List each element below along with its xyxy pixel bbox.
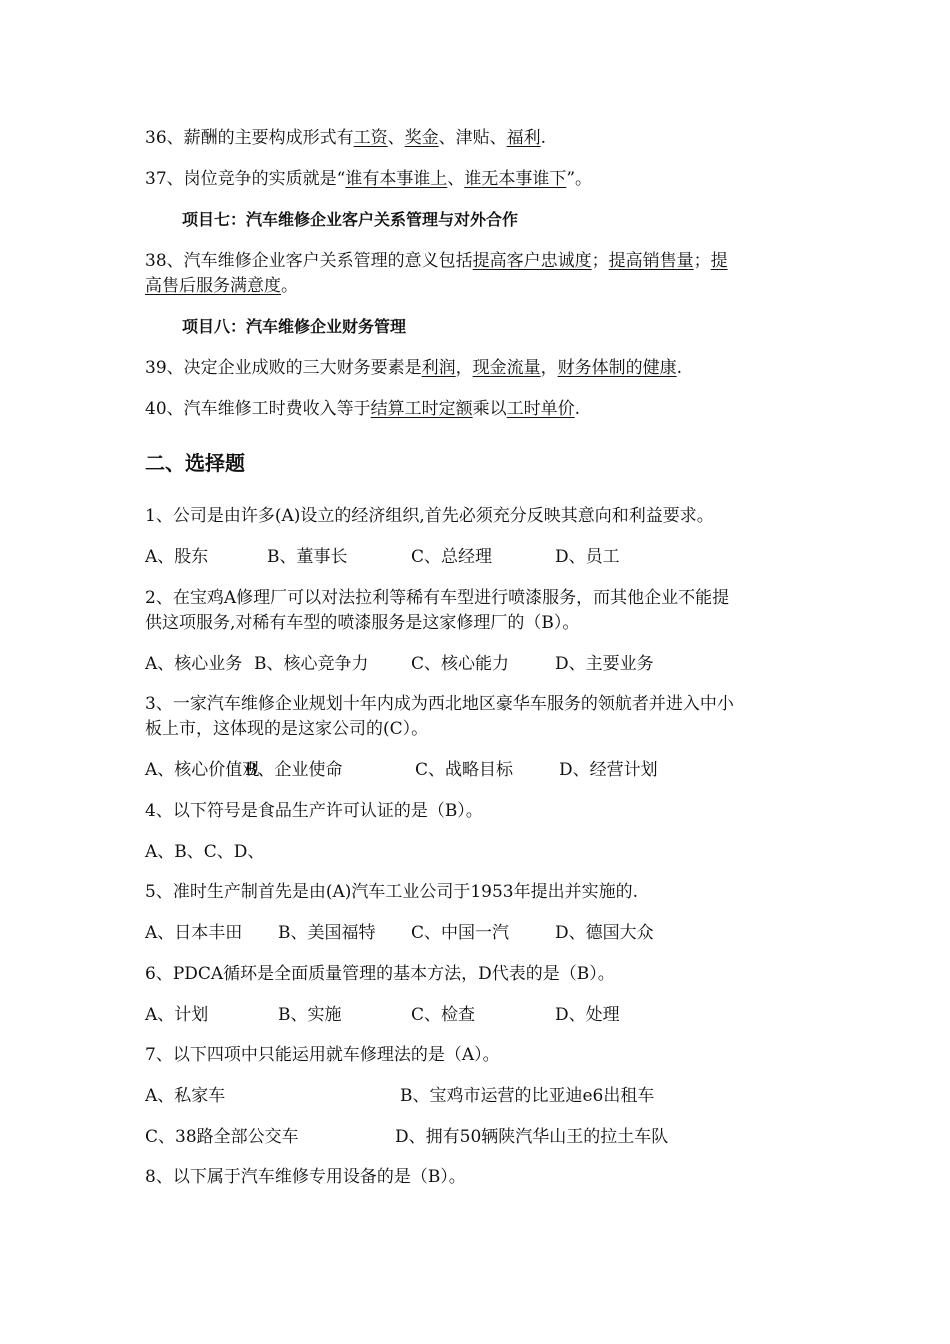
q39-answer: 现金流量 <box>472 358 541 378</box>
choice-q6-text: 6、PDCA循环是全面质量管理的基本方法，D代表的是（B）。 <box>145 964 615 984</box>
option-a: A、核心价值观 <box>145 760 260 780</box>
option-b: B、实施 <box>278 1005 342 1025</box>
q38-line-2 <box>145 275 298 297</box>
q40 <box>145 398 580 420</box>
project-8-heading: 项目八：汽车维修企业财务管理 <box>182 317 407 336</box>
q36-answer: 奖金 <box>404 128 439 148</box>
choice-q1-options <box>145 546 745 568</box>
choice-q5-options <box>145 922 745 944</box>
q38-answer: 高售后服务满意度 <box>145 276 281 296</box>
choice-q3-line-2: 板上市，这体现的是这家公司的(C）。 <box>145 719 429 739</box>
q36 <box>145 127 546 149</box>
option-c: C、战略目标 <box>415 760 514 780</box>
option-d: D、德国大众 <box>555 923 654 943</box>
choice-q2-line-1: 2、在宝鸡A修理厂可以对法拉利等稀有车型进行喷漆服务，而其他企业不能提 <box>145 588 730 608</box>
option-a: A、核心业务 <box>145 654 243 674</box>
option-b: B、董事长 <box>267 547 348 567</box>
option-c: C、38路全部公交车 <box>145 1127 299 1147</box>
q40-sep: 乘以 <box>472 399 507 419</box>
q36-answer: 工资 <box>353 128 388 148</box>
option-d: D、处理 <box>555 1005 620 1025</box>
q36-end: . <box>540 128 547 148</box>
q36-sep: 、 <box>387 128 405 148</box>
option-b: B、美国福特 <box>278 923 376 943</box>
q39-answer: 财务体制的健康 <box>557 358 677 378</box>
option-c: C、核心能力 <box>411 654 510 674</box>
option-a: A、私家车 <box>145 1086 226 1106</box>
q38-sep: ； <box>591 251 609 271</box>
q40-answer: 工时单价 <box>506 399 575 419</box>
q39-sep: ， <box>540 358 558 378</box>
option-d: D、主要业务 <box>555 654 654 674</box>
choice-q2-options <box>145 653 745 675</box>
project-7-heading: 项目七：汽车维修企业客户关系管理与对外合作 <box>182 210 519 229</box>
choice-q8-text: 8、以下属于汽车维修专用设备的是（B）。 <box>145 1167 466 1187</box>
q38-line-1 <box>145 250 728 272</box>
q39-end: . <box>676 358 683 378</box>
choice-q3-line-1: 3、一家汽车维修企业规划十年内成为西北地区豪华车服务的领航者并进入中小 <box>145 694 734 714</box>
option-b: B、核心竞争力 <box>254 654 369 674</box>
q40-end: . <box>574 399 581 419</box>
option-d: D、经营计划 <box>559 760 658 780</box>
choice-q3-options <box>145 759 745 781</box>
choice-q7-options-row-2 <box>145 1126 745 1148</box>
q37-text: 37、岗位竞争的实质就是“ <box>145 169 346 189</box>
option-d: D、员工 <box>555 547 620 567</box>
q38-end: 。 <box>281 276 298 296</box>
q36-sep: 、津贴、 <box>438 128 507 148</box>
option-a: A、计划 <box>145 1005 209 1025</box>
option-c: C、总经理 <box>411 547 493 567</box>
q37 <box>145 168 592 190</box>
choice-q5-text: 5、准时生产制首先是由(A)汽车工业公司于1953年提出并实施的. <box>145 882 639 902</box>
section-title: 二、选择题 <box>145 451 245 475</box>
q39-sep: ， <box>455 358 473 378</box>
q37-answer: 谁无本事谁下 <box>464 169 567 189</box>
option-b: B、宝鸡市运营的比亚迪e6出租车 <box>400 1086 655 1106</box>
option-a: A、股东 <box>145 547 209 567</box>
q37-sep: 、 <box>447 169 465 189</box>
q36-text: 36、薪酬的主要构成形式有 <box>145 128 354 148</box>
q39 <box>145 357 682 379</box>
option-c: C、中国一汽 <box>411 923 510 943</box>
q38-answer: 提高客户忠诚度 <box>472 251 592 271</box>
q38-text: 38、汽车维修企业客户关系管理的意义包括 <box>145 251 473 271</box>
choice-q6-options <box>145 1004 745 1026</box>
choice-q7-options-row-1 <box>145 1085 745 1107</box>
option-c: C、检查 <box>411 1005 476 1025</box>
q38-answer: 提 <box>710 251 728 271</box>
q40-text: 40、汽车维修工时费收入等于 <box>145 399 371 419</box>
q40-answer: 结算工时定额 <box>370 399 473 419</box>
q39-answer: 利润 <box>421 358 456 378</box>
choice-q4-options: A、B、C、D、 <box>145 842 265 862</box>
q37-answer: 谁有本事谁上 <box>345 169 448 189</box>
choice-q7-text: 7、以下四项中只能运用就车修理法的是（A）。 <box>145 1045 500 1065</box>
choice-q4-text: 4、以下符号是食品生产许可认证的是（B）。 <box>145 801 483 821</box>
option-d: D、拥有50辆陕汽华山王的拉土车队 <box>395 1127 669 1147</box>
option-a: A、日本丰田 <box>145 923 243 943</box>
option-b: B、企业使命 <box>245 760 343 780</box>
q36-answer: 福利 <box>506 128 541 148</box>
q38-answer: 提高销售量 <box>608 251 694 271</box>
choice-q2-line-2: 供这项服务,对稀有车型的喷漆服务是这家修理厂的（B）。 <box>145 613 580 633</box>
choice-q1-text: 1、公司是由许多(A)设立的经济组织,首先必须充分反映其意向和利益要求。 <box>145 506 714 526</box>
q37-end: ”。 <box>566 169 593 189</box>
q38-sep: ； <box>693 251 711 271</box>
q39-text: 39、决定企业成败的三大财务要素是 <box>145 358 422 378</box>
